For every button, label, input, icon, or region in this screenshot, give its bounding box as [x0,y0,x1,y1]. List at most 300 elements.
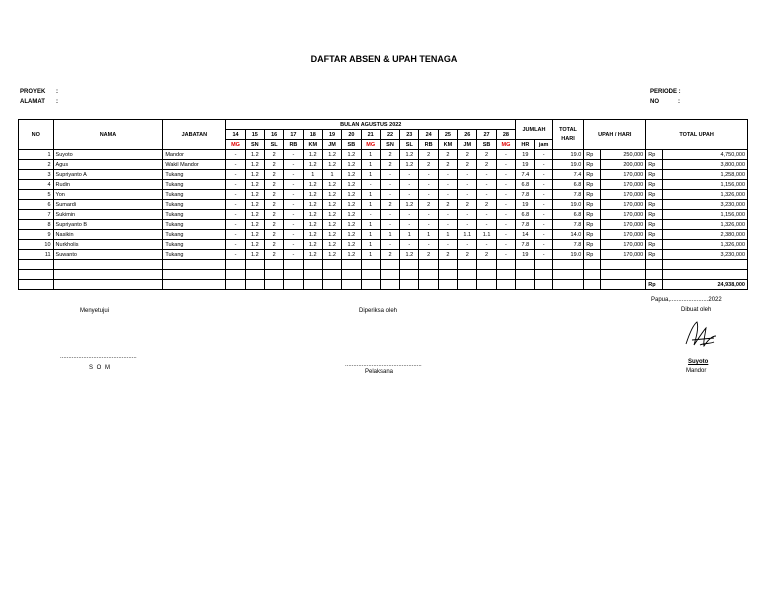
day-cell: SB [342,140,361,150]
day-cell: JM [458,140,477,150]
row-upah-hari: 200,000 [600,160,646,170]
alamat-colon: : [56,99,58,105]
proyek-row [20,89,58,95]
row-upah-hari: 170,000 [600,240,646,250]
attendance-cell: - [226,180,245,190]
date-cell: 25 [438,130,457,140]
mandor-title: Mandor [686,368,707,374]
empty-cell [535,270,552,280]
row-rp: Rp [646,170,662,180]
empty-cell [322,260,341,270]
empty-cell [419,280,438,290]
dibuat-label: Dibuat oleh [681,307,712,313]
table-row [19,170,748,180]
row-upah-hari: 170,000 [600,180,646,190]
attendance-cell: - [361,180,380,190]
day-cell: RB [284,140,303,150]
empty-cell [163,260,226,270]
attendance-cell: 1 [400,230,419,240]
row-rp: Rp [584,210,600,220]
empty-cell [245,280,264,290]
attendance-cell: 2 [264,150,283,160]
attendance-cell: - [400,170,419,180]
attendance-cell: 1.2 [400,200,419,210]
attendance-cell: - [284,220,303,230]
row-upah-hari: 170,000 [600,200,646,210]
attendance-cell: - [477,190,496,200]
empty-cell [535,260,552,270]
attendance-cell: 1 [361,170,380,180]
attendance-cell: 1 [361,160,380,170]
attendance-cell: - [496,220,515,230]
table-row [19,160,748,170]
row-total-upah: 3,230,000 [662,200,748,210]
empty-cell [438,270,457,280]
row-hr: 6.8 [516,180,535,190]
attendance-cell: 1 [361,220,380,230]
attendance-cell: 1.2 [342,160,361,170]
no-label: NO [650,99,659,105]
attendance-cell: 1.2 [245,170,264,180]
attendance-cell: 1 [361,250,380,260]
attendance-cell: 2 [380,150,399,160]
empty-cell [600,280,646,290]
row-no: 1 [19,150,54,160]
row-nama: Suyoto [53,150,163,160]
col-total-hari: TOTAL HARI [552,120,584,150]
row-total-upah: 1,156,000 [662,180,748,190]
row-total-hari: 19.0 [552,150,584,160]
row-hr: 7.8 [516,240,535,250]
signature-scribble [680,318,720,352]
attendance-cell: - [226,170,245,180]
empty-cell [19,260,54,270]
attendance-cell: 1.2 [342,250,361,260]
empty-cell [552,260,584,270]
attendance-cell: 1.2 [245,220,264,230]
empty-cell [19,270,54,280]
date-cell: 18 [303,130,322,140]
col-no: NO [19,120,54,150]
empty-cell [516,270,535,280]
attendance-cell: - [458,240,477,250]
row-total-hari: 14.0 [552,230,584,240]
row-total-hari: 7.8 [552,220,584,230]
empty-cell [303,270,322,280]
grand-total-value: 24,938,000 [662,280,748,290]
empty-cell [342,270,361,280]
row-no: 7 [19,210,54,220]
empty-cell [477,270,496,280]
empty-cell [400,260,419,270]
attendance-cell: 2 [477,200,496,210]
row-jabatan: Tukang [163,250,226,260]
row-nama: Sukimin [53,210,163,220]
attendance-cell: 1.2 [322,230,341,240]
row-upah-hari: 250,000 [600,150,646,160]
table-row [19,180,748,190]
row-nama: Sumardi [53,200,163,210]
attendance-cell: 1.2 [245,240,264,250]
table-row [19,220,748,230]
row-hr: 6.8 [516,210,535,220]
empty-cell [284,280,303,290]
row-no: 4 [19,180,54,190]
row-rp: Rp [584,160,600,170]
attendance-cell: - [226,190,245,200]
attendance-cell: - [226,230,245,240]
attendance-cell: 1.2 [322,200,341,210]
row-jam: - [535,160,552,170]
empty-cell [535,280,552,290]
attendance-cell: - [458,180,477,190]
attendance-cell: - [438,180,457,190]
attendance-cell: 1.2 [245,190,264,200]
empty-cell [380,280,399,290]
empty-cell [496,260,515,270]
attendance-cell: - [458,220,477,230]
attendance-cell: 2 [264,230,283,240]
proyek-label: PROYEK [20,89,46,95]
attendance-cell: - [419,220,438,230]
day-cell: SN [245,140,264,150]
row-rp: Rp [584,150,600,160]
row-upah-hari: 170,000 [600,190,646,200]
day-cell: KM [303,140,322,150]
row-hr: 7.8 [516,220,535,230]
attendance-cell: 2 [438,200,457,210]
empty-cell [496,270,515,280]
empty-cell [53,260,163,270]
empty-cell [662,270,748,280]
row-hr: 19 [516,250,535,260]
attendance-cell: - [380,220,399,230]
empty-cell [477,260,496,270]
row-rp: Rp [646,160,662,170]
attendance-cell: 1.2 [342,150,361,160]
empty-cell [400,280,419,290]
empty-cell [284,270,303,280]
attendance-cell: 1.1 [477,230,496,240]
empty-cell [646,260,662,270]
empty-cell [516,260,535,270]
row-jabatan: Wakil Mandor [163,160,226,170]
row-rp: Rp [584,240,600,250]
row-rp: Rp [584,200,600,210]
empty-cell [646,270,662,280]
empty-cell [264,270,283,280]
grand-total-row [19,280,748,290]
row-jam: - [535,220,552,230]
empty-cell [322,270,341,280]
attendance-cell: - [284,190,303,200]
attendance-cell: 1 [361,200,380,210]
date-cell: 17 [284,130,303,140]
row-rp: Rp [646,150,662,160]
empty-row [19,260,748,270]
row-jam: - [535,210,552,220]
day-cell: RB [419,140,438,150]
row-nama: Supriyanto B [53,220,163,230]
attendance-cell: 2 [264,220,283,230]
row-hr: 19 [516,150,535,160]
periode-label: PERIODE : [650,89,681,95]
pelaksana-label: Pelaksana [365,369,394,375]
attendance-cell: 1.2 [303,220,322,230]
col-upah-hari: UPAH / HARI [584,120,646,150]
attendance-cell: 1.2 [342,190,361,200]
row-rp: Rp [646,180,662,190]
attendance-cell: 2 [438,150,457,160]
empty-cell [19,280,54,290]
attendance-cell: - [400,210,419,220]
attendance-cell: 1.2 [342,230,361,240]
attendance-cell: - [400,180,419,190]
empty-cell [438,260,457,270]
attendance-cell: - [477,180,496,190]
row-total-upah: 1,258,000 [662,170,748,180]
row-nama: Rudin [53,180,163,190]
row-jam: - [535,190,552,200]
attendance-cell: - [284,230,303,240]
no-colon: : [678,99,680,105]
col-jumlah: JUMLAH [516,120,553,140]
attendance-cell: - [419,240,438,250]
empty-cell [600,260,646,270]
attendance-cell: 1.2 [245,210,264,220]
attendance-cell: - [438,210,457,220]
empty-cell [584,260,600,270]
empty-cell [53,280,163,290]
attendance-cell: - [496,200,515,210]
empty-cell [458,280,477,290]
page-title: DAFTAR ABSEN & UPAH TENAGA [310,54,458,64]
attendance-cell: 1.2 [245,230,264,240]
date-cell: 24 [419,130,438,140]
attendance-cell: 1 [361,190,380,200]
empty-cell [458,260,477,270]
attendance-cell: - [419,190,438,200]
empty-cell [662,260,748,270]
date-cell: 14 [226,130,245,140]
attendance-cell: 1 [361,230,380,240]
date-cell: 23 [400,130,419,140]
attendance-cell: 2 [380,200,399,210]
attendance-cell: 2 [264,190,283,200]
empty-cell [226,260,245,270]
attendance-cell: - [419,180,438,190]
row-hr: 19 [516,200,535,210]
empty-cell [342,260,361,270]
date-cell: 15 [245,130,264,140]
row-hr: 7.4 [516,170,535,180]
attendance-cell: - [458,190,477,200]
row-rp: Rp [646,240,662,250]
attendance-cell: - [284,200,303,210]
attendance-cell: - [380,240,399,250]
empty-cell [322,280,341,290]
row-total-hari: 19.0 [552,200,584,210]
attendance-cell: - [496,170,515,180]
row-rp: Rp [584,180,600,190]
row-no: 5 [19,190,54,200]
row-no: 9 [19,230,54,240]
attendance-cell: - [361,210,380,220]
attendance-cell: 2 [438,250,457,260]
menyetujui-label: Menyetujui [80,308,110,314]
row-nama: Agus [53,160,163,170]
attendance-cell: - [226,210,245,220]
empty-cell [342,280,361,290]
attendance-cell: - [380,180,399,190]
attendance-cell: 1.2 [303,180,322,190]
row-rp: Rp [584,220,600,230]
table-row [19,150,748,160]
row-jam: - [535,240,552,250]
row-total-upah: 2,380,000 [662,230,748,240]
attendance-cell: 1.2 [303,190,322,200]
attendance-cell: - [380,190,399,200]
attendance-cell: 2 [419,200,438,210]
attendance-cell: 2 [458,150,477,160]
date-cell: 19 [322,130,341,140]
row-upah-hari: 170,000 [600,230,646,240]
empty-cell [584,270,600,280]
row-nama: Supriyanto A [53,170,163,180]
empty-cell [303,260,322,270]
attendance-cell: 1 [380,230,399,240]
row-jabatan: Tukang [163,170,226,180]
attendance-cell: 1.2 [303,150,322,160]
attendance-cell: 1.2 [322,160,341,170]
row-jabatan: Mandor [163,150,226,160]
row-total-upah: 1,326,000 [662,240,748,250]
attendance-cell: - [284,210,303,220]
attendance-cell: - [496,230,515,240]
attendance-cell: 1 [303,170,322,180]
empty-cell [419,270,438,280]
row-total-upah: 3,800,000 [662,160,748,170]
attendance-cell: 2 [477,160,496,170]
attendance-cell: - [226,150,245,160]
empty-cell [163,270,226,280]
attendance-cell: 1.2 [303,210,322,220]
attendance-cell: 1.2 [322,250,341,260]
empty-cell [303,280,322,290]
empty-cell [284,260,303,270]
row-jabatan: Tukang [163,230,226,240]
row-jabatan: Tukang [163,190,226,200]
row-no: 11 [19,250,54,260]
attendance-cell: - [477,210,496,220]
row-jabatan: Tukang [163,220,226,230]
attendance-cell: 2 [380,160,399,170]
attendance-cell: 1 [419,230,438,240]
table-row [19,210,748,220]
attendance-cell: 2 [264,240,283,250]
empty-cell [264,260,283,270]
table-row [19,190,748,200]
empty-cell [361,280,380,290]
attendance-cell: 1.2 [322,180,341,190]
row-total-upah: 3,230,000 [662,250,748,260]
col-total-upah: TOTAL UPAH [646,120,748,150]
attendance-cell: 2 [458,250,477,260]
row-upah-hari: 170,000 [600,210,646,220]
empty-cell [496,280,515,290]
attendance-cell: 1 [438,230,457,240]
row-no: 10 [19,240,54,250]
day-cell: SN [380,140,399,150]
empty-row [19,270,748,280]
day-cell: JM [322,140,341,150]
attendance-cell: 1 [322,170,341,180]
attendance-cell: 1.2 [245,200,264,210]
col-hr: HR [516,140,535,150]
row-no: 6 [19,200,54,210]
attendance-cell: 1.2 [322,240,341,250]
row-rp: Rp [584,170,600,180]
attendance-cell: - [438,170,457,180]
row-upah-hari: 170,000 [600,250,646,260]
date-cell: 27 [477,130,496,140]
empty-cell [600,270,646,280]
no-row [650,99,680,105]
proyek-colon: : [56,89,58,95]
attendance-cell: - [284,250,303,260]
attendance-cell: 2 [458,160,477,170]
attendance-cell: - [284,170,303,180]
attendance-cell: - [284,150,303,160]
attendance-cell: 1.2 [342,180,361,190]
grand-total-rp: Rp [646,280,662,290]
attendance-cell: - [438,240,457,250]
row-jabatan: Tukang [163,180,226,190]
attendance-cell: 2 [419,250,438,260]
row-no: 3 [19,170,54,180]
empty-cell [419,260,438,270]
attendance-cell: - [477,220,496,230]
attendance-cell: - [400,190,419,200]
table-row [19,230,748,240]
attendance-cell: 1.2 [245,180,264,190]
row-no: 8 [19,220,54,230]
row-total-hari: 6.8 [552,180,584,190]
empty-cell [552,270,584,280]
attendance-cell: 2 [458,200,477,210]
signature-dots-middle: .............................................. [345,362,422,368]
attendance-cell: - [419,210,438,220]
empty-cell [380,270,399,280]
row-nama: Suwanto [53,250,163,260]
attendance-table [18,119,748,290]
attendance-cell: 1.2 [400,250,419,260]
empty-cell [584,280,600,290]
col-jabatan: JABATAN [163,120,226,150]
attendance-cell: - [438,220,457,230]
signature-dots-left: .............................................. [60,354,137,360]
attendance-cell: 2 [438,160,457,170]
place-date: Papua,.......................2022 [651,297,722,303]
attendance-cell: - [380,210,399,220]
day-cell: SB [477,140,496,150]
empty-cell [361,260,380,270]
alamat-label: ALAMAT [20,99,45,105]
attendance-cell: - [438,190,457,200]
empty-cell [245,270,264,280]
attendance-cell: 2 [380,250,399,260]
attendance-cell: 1.2 [342,220,361,230]
